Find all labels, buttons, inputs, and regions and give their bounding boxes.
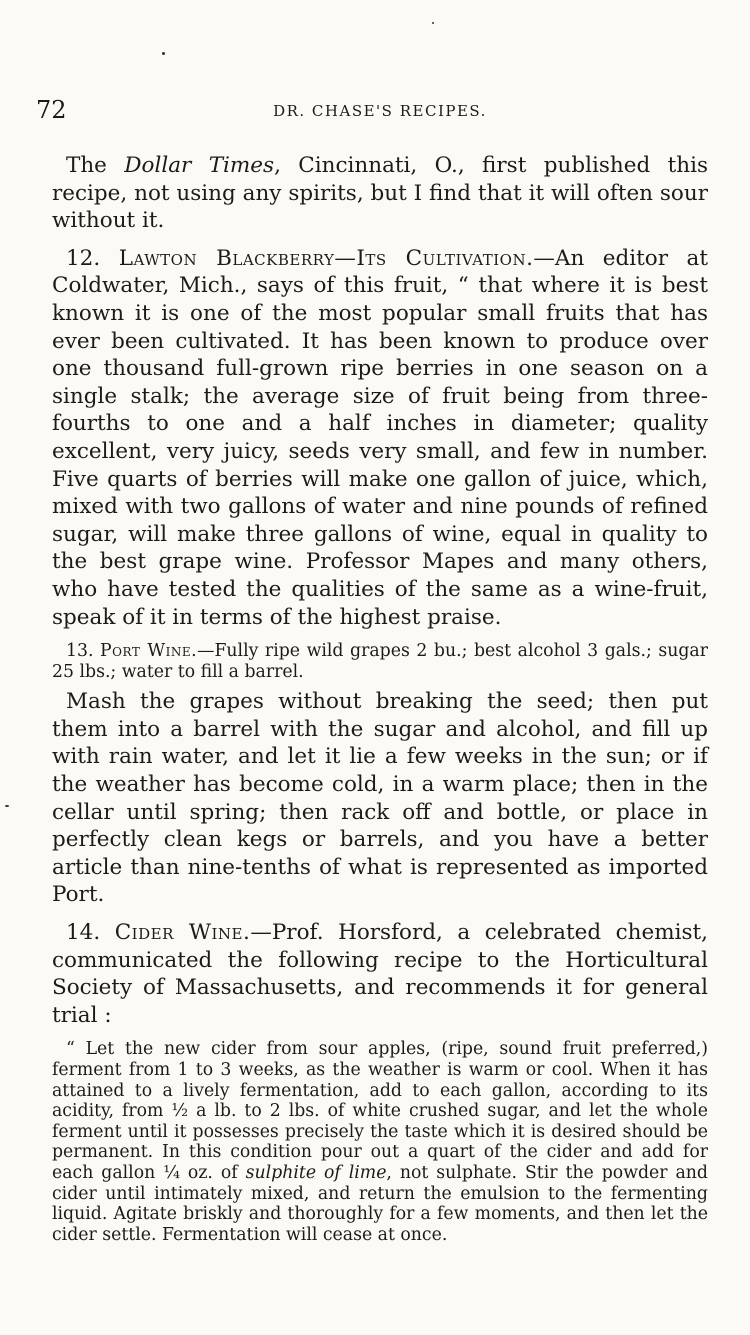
print-speck [5,805,9,807]
recipe-number: 12. [66,245,119,271]
page-number: 72 [36,96,67,124]
text-run: “ Let the new cider from sour apples, (ripe, sound fruit preferred,) ferment from 1 to 3 weeks, as the weather is warm or cool. When it has attained to a lively fermentation, add to each gallon, according to its acidity, from ½ a lb. to 2 lbs. of white crushed sugar, and let the whole ferment until it possesses precisely the taste which it is desired should be permanent. In this condition pour out a quart of the cider and add for each gallon ¼ oz. of [52,1039,708,1183]
text-run: , Cincinnati, O., first published this recipe, not using any spirits, but I find that it will often sour without it. [52,153,708,234]
text-run: , not sulphate. Stir the powder and cider until intimately mixed, and return the emulsion to the fermenting liquid. Agitate briskly and thoroughly for a few moments, and then let the cider settle. Fermentation will cease at once. [52,1162,708,1245]
recipe-14 [52,919,708,1029]
recipe-heading: Cider Wine. [114,920,251,946]
page-header [36,96,708,130]
recipe-number: 13. [66,641,101,662]
italic-term: sulphite of lime [245,1162,387,1183]
recipe-number: 14. [66,920,115,946]
recipe-ingredients: —Fully ripe wild grapes 2 bu.; best alcohol 3 gals.; sugar 25 lbs.; water to fill a barrel. [52,641,708,682]
recipe-12 [52,245,708,631]
print-speck [432,22,434,24]
running-head: DR. CHASE'S RECIPES. [273,102,487,120]
text-run: The [66,153,125,178]
recipe-heading: Lawton Blackberry—Its Cultivation. [118,245,534,271]
recipe-text: —Prof. Horsford, a celebrated chemist, communicated the following recipe to the Horticultural Society of Massachusetts, and recommends it for general trial : [52,920,708,1028]
paragraph-intro [52,152,708,235]
italic-title: Dollar Times [124,153,275,178]
print-speck [162,52,165,55]
recipe-14-quotation [52,1039,708,1245]
recipe-text: —An editor at Coldwater, Mich., says of this fruit, “ that where it is best known it is one of the most popular small fruits that has ever been cultivated. It has been known to produce over one thousand full-grown ripe berries in one season on a single stalk; the average size of fruit being from three-fourths to one and a half inches in diameter; quality excellent, very juicy, seeds very small, and few in number. Five quarts of berries will make one gallon of juice, which, mixed with two gallons of water and nine pounds of refined sugar, will make three gallons of wine, equal in quality to the best grape wine. Professor Mapes and many others, who have tested the qualities of the same as a wine-fruit, speak of it in terms of the highest praise. [52,245,709,630]
recipe-text: Mash the grapes without breaking the seed; then put them into a barrel with the sugar and alcohol, and fill up with rain water, and let it lie a few weeks in the sun; or if the weather has become cold, in a warm place; then in the cellar until spring; then rack off and bottle, or place in perfectly clean kegs or barrels, and you have a better article than nine-tenths of what is represented as imported Port. [52,689,708,908]
recipe-13 [52,641,708,682]
recipe-heading: Port Wine. [100,641,198,662]
recipe-13-directions [52,688,708,909]
